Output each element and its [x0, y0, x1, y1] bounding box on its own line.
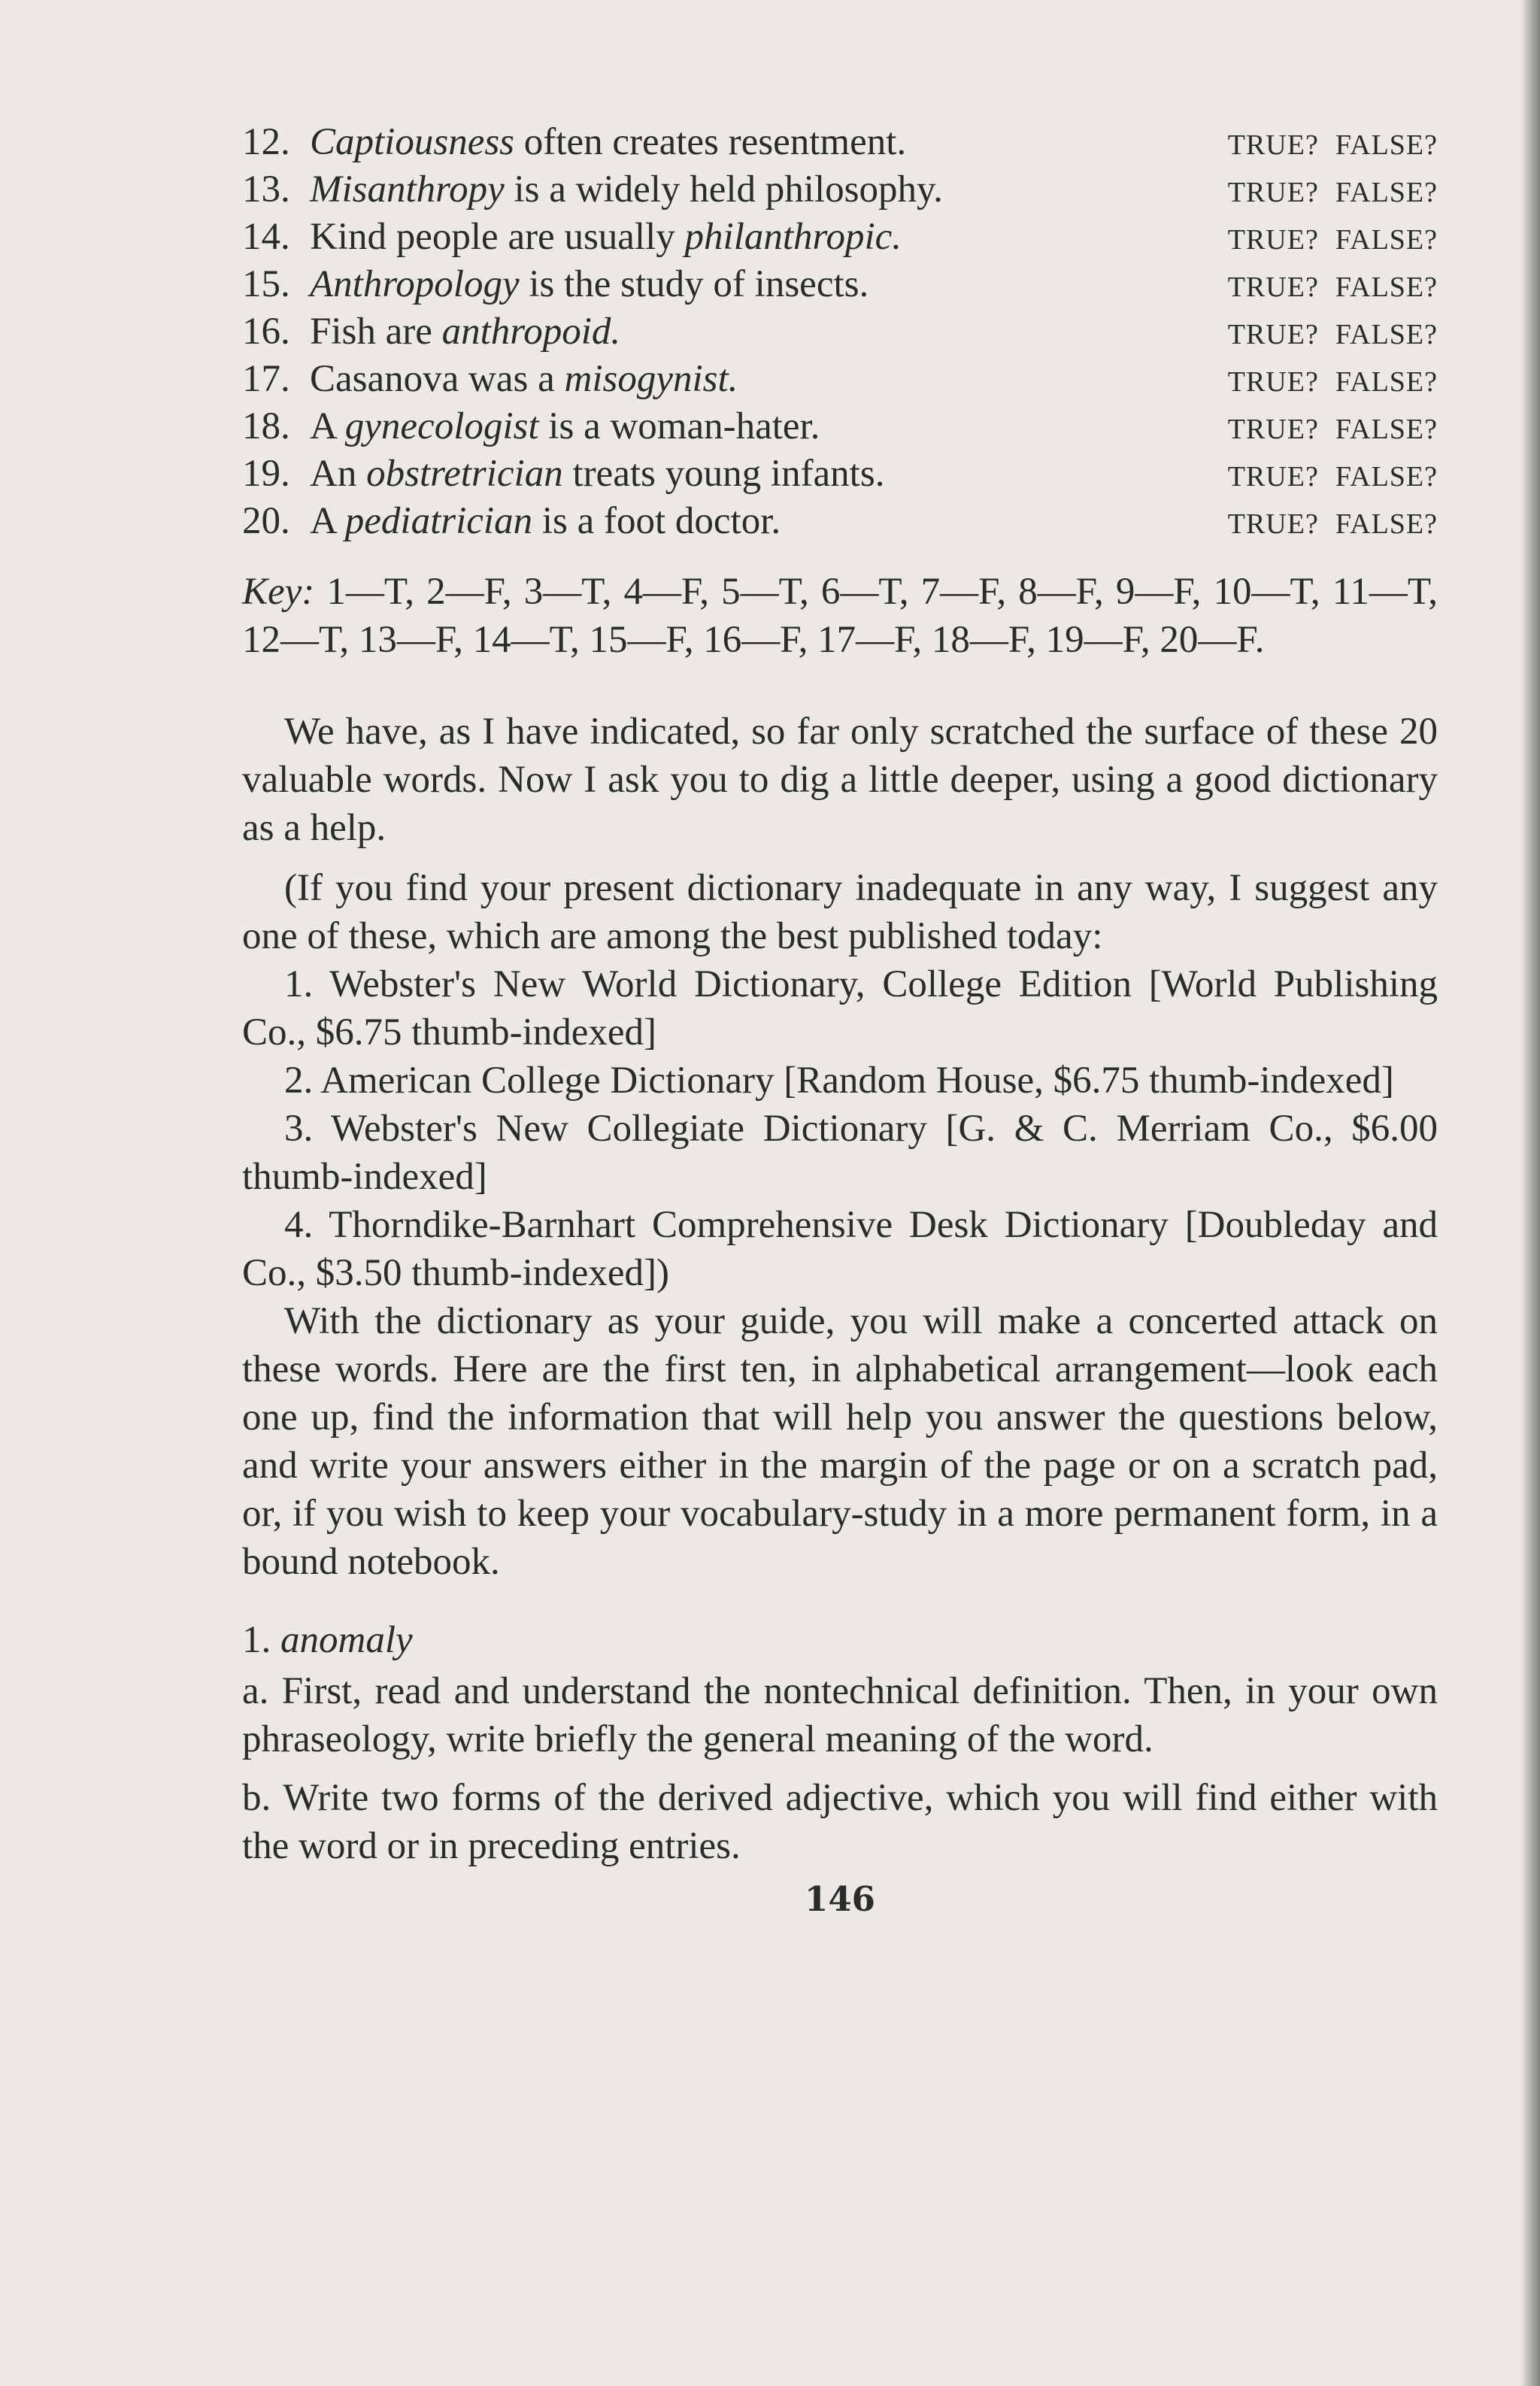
answer-key	[242, 568, 1438, 664]
quiz-statement	[242, 356, 738, 403]
true-false-options	[1228, 122, 1438, 169]
quiz-vocab-word: Anthropology	[310, 263, 520, 305]
true-option: TRUE?	[1227, 508, 1319, 540]
quiz-row	[242, 261, 1438, 308]
quiz-number: 19.	[242, 453, 290, 495]
page-content	[242, 119, 1438, 1919]
quiz-row	[242, 498, 1438, 545]
true-option: TRUE?	[1227, 461, 1319, 493]
quiz-text: Misanthropy is a widely held philosophy.	[310, 168, 943, 211]
quiz-vocab-word: Misanthropy	[310, 168, 505, 211]
true-false-options	[1228, 217, 1438, 264]
quiz-number: 15.	[242, 263, 290, 305]
false-option: FALSE?	[1335, 319, 1438, 350]
true-false-options	[1228, 169, 1438, 217]
true-false-options	[1228, 264, 1438, 311]
quiz-text: Fish are anthropoid.	[310, 311, 621, 353]
true-option: TRUE?	[1227, 319, 1319, 350]
quiz-row	[242, 214, 1438, 261]
quiz-text: Kind people are usually philanthropic.	[310, 216, 902, 258]
true-false-options	[1228, 406, 1438, 453]
page-number: 146	[805, 1879, 875, 1919]
false-option: FALSE?	[1335, 508, 1438, 540]
quiz-statement	[242, 450, 884, 498]
instructions-paragraph: With the dictionary as your guide, you will make a concerted attack on these words. Here are the first ten, in alphabetical arrangement—look each one up, find the information that will help you answer the questions below, and write your answers either in the margin of the page or on a scratch pad, or, if you wish to keep your vocabulary-study in a more permanent form, in a bound notebook.	[242, 1300, 1438, 1583]
quiz-statement	[242, 261, 869, 308]
quiz-vocab-word: obstretrician	[366, 453, 563, 495]
dictionary-list-item: 3. Webster's New Collegiate Dictionary [G. & C. Merriam Co., $6.00 thumb-indexed]	[242, 1108, 1438, 1198]
true-option: TRUE?	[1227, 224, 1319, 256]
quiz-text: An obstretrician treats young infants.	[310, 453, 885, 495]
quiz-number: 20.	[242, 500, 290, 542]
quiz-statement	[242, 308, 620, 356]
true-option: TRUE?	[1227, 414, 1319, 445]
quiz-vocab-word: gynecologist	[344, 405, 539, 447]
quiz-number: 18.	[242, 405, 290, 447]
dictionary-list	[242, 960, 1438, 1297]
true-option: TRUE?	[1227, 177, 1319, 208]
false-option: FALSE?	[1335, 177, 1438, 208]
false-option: FALSE?	[1335, 414, 1438, 445]
quiz-text: A gynecologist is a woman-hater.	[310, 405, 820, 447]
true-false-options	[1228, 501, 1438, 548]
quiz-vocab-word: anthropoid.	[441, 311, 621, 353]
quiz-row	[242, 119, 1438, 166]
word-number: 1.	[242, 1619, 271, 1661]
quiz-row	[242, 403, 1438, 450]
true-option: TRUE?	[1227, 366, 1319, 398]
exercise-step-b: b. Write two forms of the derived adjective, which you will find either with the word or in preceding entries.	[242, 1777, 1438, 1867]
true-option: TRUE?	[1227, 129, 1319, 161]
quiz-text: Casanova was a misogynist.	[310, 358, 738, 400]
quiz-vocab-word: Captiousness	[310, 121, 515, 163]
false-option: FALSE?	[1335, 129, 1438, 161]
false-option: FALSE?	[1335, 461, 1438, 493]
quiz-number: 16.	[242, 311, 290, 353]
quiz-statement	[242, 119, 906, 166]
quiz-row	[242, 450, 1438, 498]
true-false-options	[1228, 453, 1438, 501]
word-entry: anomaly	[280, 1619, 413, 1661]
true-false-options	[1228, 359, 1438, 406]
page-edge-shadow	[1520, 0, 1540, 2386]
quiz-row	[242, 166, 1438, 214]
true-false-quiz	[242, 119, 1438, 545]
dictionary-list-item: 1. Webster's New World Dictionary, College Edition [World Publishing Co., $6.75 thumb-indexed]	[242, 963, 1438, 1054]
false-option: FALSE?	[1335, 271, 1438, 303]
dictionary-suggestion-paragraph: (If you find your present dictionary inadequate in any way, I suggest any one of these, which are among the best published today:	[242, 867, 1438, 957]
quiz-vocab-word: philanthropic.	[684, 216, 902, 258]
quiz-text: A pediatrician is a foot doctor.	[310, 500, 781, 542]
quiz-number: 13.	[242, 168, 290, 211]
quiz-number: 17.	[242, 358, 290, 400]
quiz-row	[242, 356, 1438, 403]
quiz-vocab-word: pediatrician	[344, 500, 533, 542]
quiz-number: 12.	[242, 121, 290, 163]
quiz-statement	[242, 166, 943, 214]
false-option: FALSE?	[1335, 366, 1438, 398]
false-option: FALSE?	[1335, 224, 1438, 256]
word-heading	[242, 1616, 1438, 1664]
quiz-vocab-word: misogynist.	[564, 358, 738, 400]
true-false-options	[1228, 311, 1438, 359]
answer-key-label: Key:	[242, 571, 315, 613]
intro-paragraph: We have, as I have indicated, so far only scratched the surface of these 20 valuable words. Now I ask you to dig a little deeper, using a good dictionary as a help.	[242, 711, 1438, 849]
dictionary-list-item: 4. Thorndike-Barnhart Comprehensive Desk Dictionary [Doubleday and Co., $3.50 thumb-indexed])	[242, 1204, 1438, 1294]
quiz-text: Anthropology is the study of insects.	[310, 263, 869, 305]
quiz-number: 14.	[242, 216, 290, 258]
dictionary-list-item: 2. American College Dictionary [Random House, $6.75 thumb-indexed]	[284, 1060, 1394, 1102]
quiz-text: Captiousness often creates resentment.	[310, 121, 907, 163]
true-option: TRUE?	[1227, 271, 1319, 303]
quiz-row	[242, 308, 1438, 356]
answer-key-text: 1—T, 2—F, 3—T, 4—F, 5—T, 6—T, 7—F, 8—F, 9—F, 10—T, 11—T, 12—T, 13—F, 14—T, 15—F, 16—F, 17—F, 18—F, 19—F, 20—F.	[242, 571, 1438, 661]
quiz-statement	[242, 498, 781, 545]
quiz-statement	[242, 403, 820, 450]
quiz-statement	[242, 214, 902, 261]
exercise-step-a: a. First, read and understand the nontechnical definition. Then, in your own phraseology, write briefly the general meaning of the word.	[242, 1670, 1438, 1760]
